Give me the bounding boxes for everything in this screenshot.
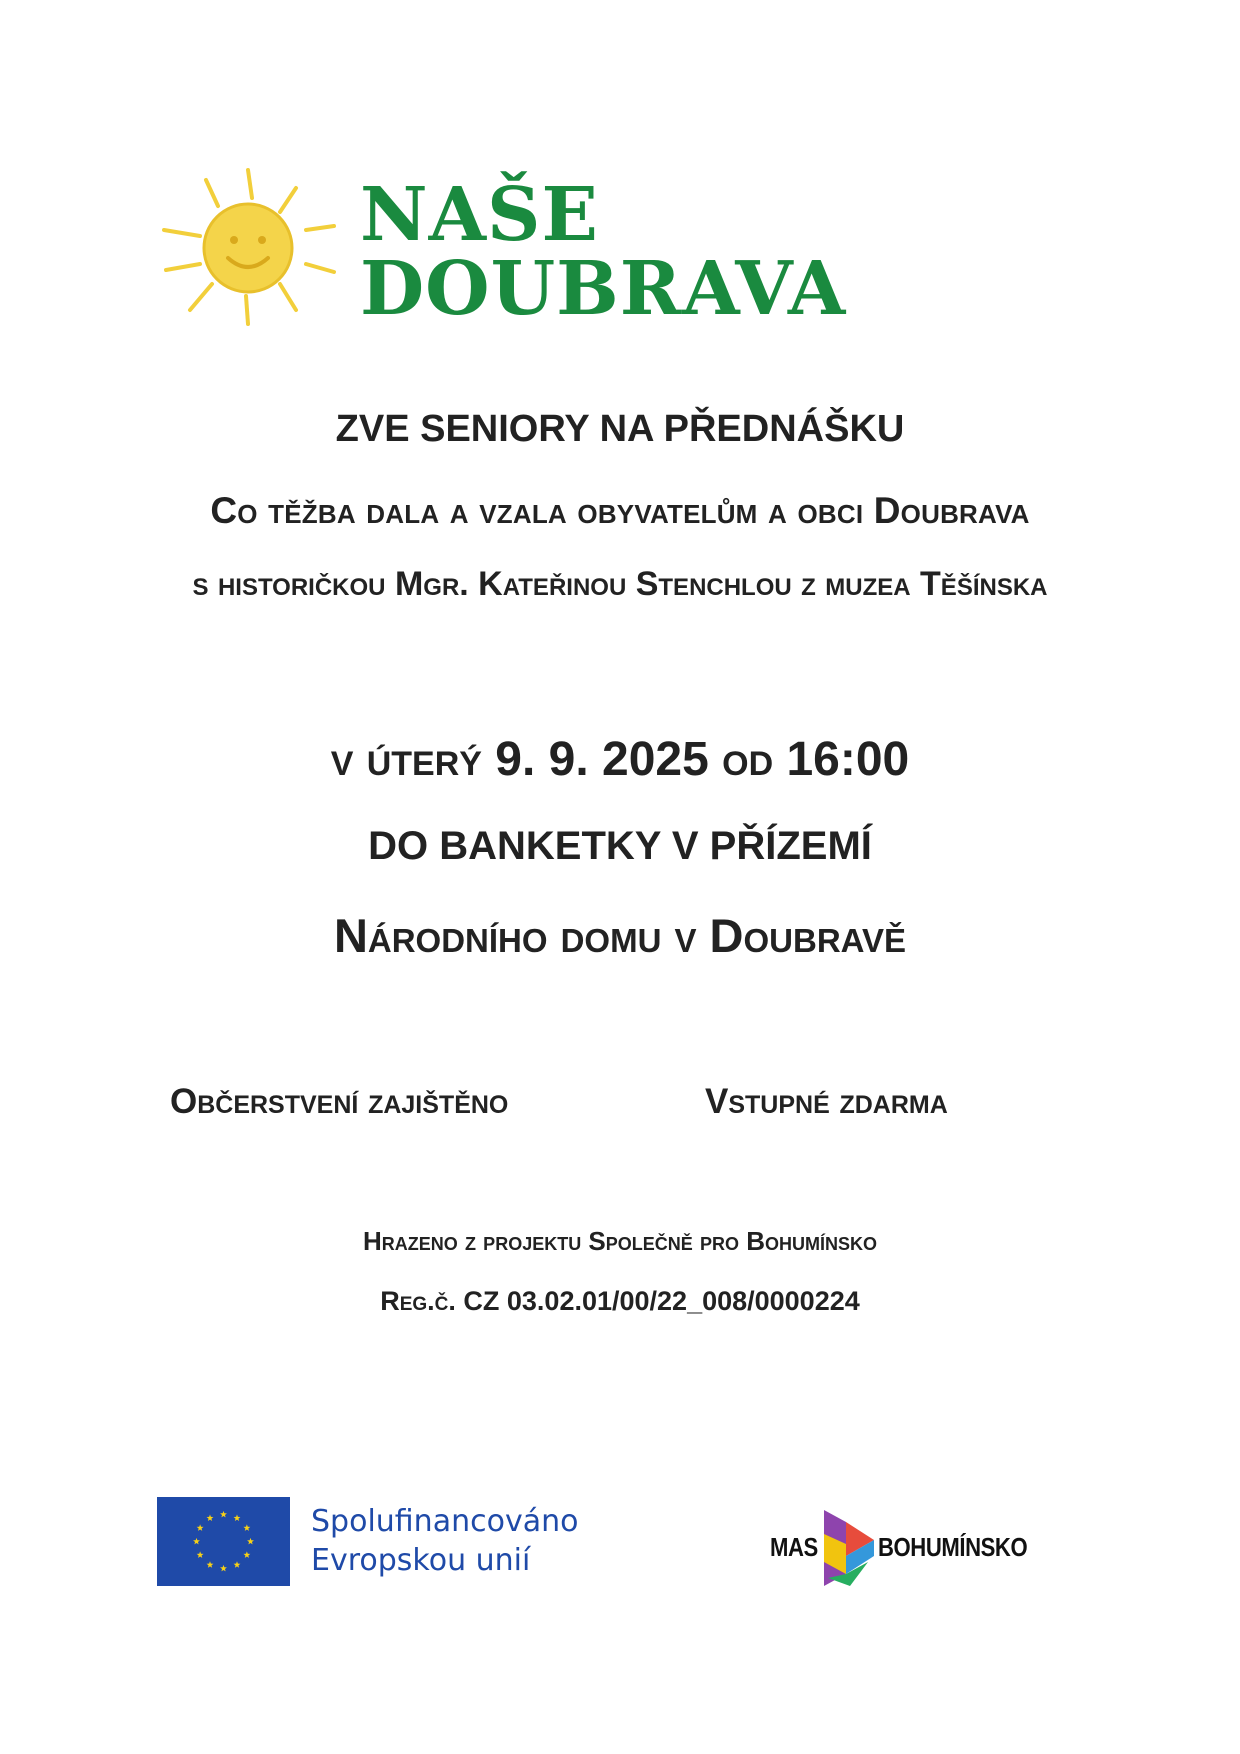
funding-project: Hrazeno z projektu Společně pro Bohumínsko <box>362 1226 878 1256</box>
eu-line1: Spolufinancováno <box>311 1504 579 1539</box>
event-place-line2: Národního domu v Doubravě <box>333 909 907 962</box>
entry-note: Vstupné zdarma <box>705 1082 948 1121</box>
eu-line2: Evropskou unií <box>311 1543 531 1578</box>
event-datetime: v úterý 9. 9. 2025 od 16:00 <box>330 733 910 786</box>
registration-number: Reg.č. CZ 03.02.01/00/22_008/0000224 <box>380 1286 860 1316</box>
lecture-title: Co těžba dala a vzala obyvatelům a obci Doubrava <box>210 490 1030 531</box>
eu-flag-icon <box>157 1497 290 1586</box>
event-place-line1: DO BANKETKY V PŘÍZEMÍ <box>368 824 872 868</box>
mas-label: MAS <box>770 1532 818 1562</box>
smiling-sun-icon <box>156 160 341 330</box>
eu-cofinanced-label <box>311 1502 578 1580</box>
refreshments-note: Občerstvení zajištěno <box>170 1082 509 1121</box>
invitation-heading: ZVE SENIORY NA PŘEDNÁŠKU <box>335 408 905 450</box>
mas-play-triangle-icon <box>816 1504 878 1590</box>
brand-title: NAŠE DOUBRAVA <box>360 172 847 332</box>
lecturer-line: s historičkou Mgr. Kateřinou Stenchlou z muzea Těšínska <box>192 565 1048 603</box>
bohuminsko-label: BOHUMÍNSKO <box>878 1532 1028 1562</box>
mas-bohuminsko-logo <box>770 1498 1028 1594</box>
